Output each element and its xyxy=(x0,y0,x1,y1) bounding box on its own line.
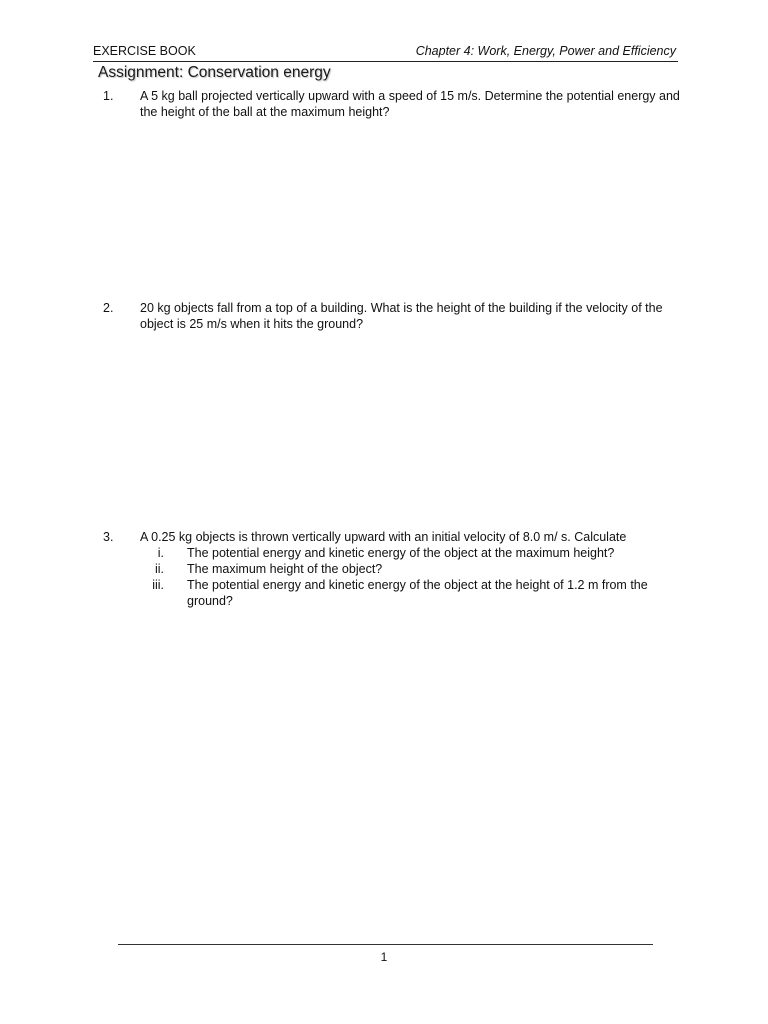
sub-question-text: The potential energy and kinetic energy of the object at the height of 1.2 m from the ground? xyxy=(187,578,648,608)
question-number: 2. xyxy=(103,301,114,315)
sub-question-number: i. xyxy=(157,546,164,560)
page-header xyxy=(93,44,678,62)
footer-divider xyxy=(118,944,653,945)
sub-question-text: The maximum height of the object? xyxy=(187,562,383,576)
question-text: A 0.25 kg objects is thrown vertically upward with an initial velocity of 8.0 m/ s. Calculate xyxy=(140,530,627,544)
question-number: 1. xyxy=(103,89,114,103)
header-chapter-title: Chapter 4: Work, Energy, Power and Efficiency xyxy=(415,44,676,58)
header-book-label: EXERCISE BOOK xyxy=(93,44,196,58)
question-text: 20 kg objects fall from a top of a building. What is the height of the building if the velocity of the object is 25 m/s when it hits the ground? xyxy=(140,301,663,331)
assignment-title: Assignment: Conservation energy xyxy=(98,64,331,81)
sub-question-number: iii. xyxy=(152,578,164,592)
question-text: A 5 kg ball projected vertically upward with a speed of 15 m/s. Determine the potential energy and the height of the ball at the maximum height? xyxy=(140,89,680,119)
page-number: 1 xyxy=(380,950,388,964)
sub-question-text: The potential energy and kinetic energy of the object at the maximum height? xyxy=(187,546,615,560)
question-number: 3. xyxy=(103,530,114,544)
sub-question-number: ii. xyxy=(154,562,164,576)
